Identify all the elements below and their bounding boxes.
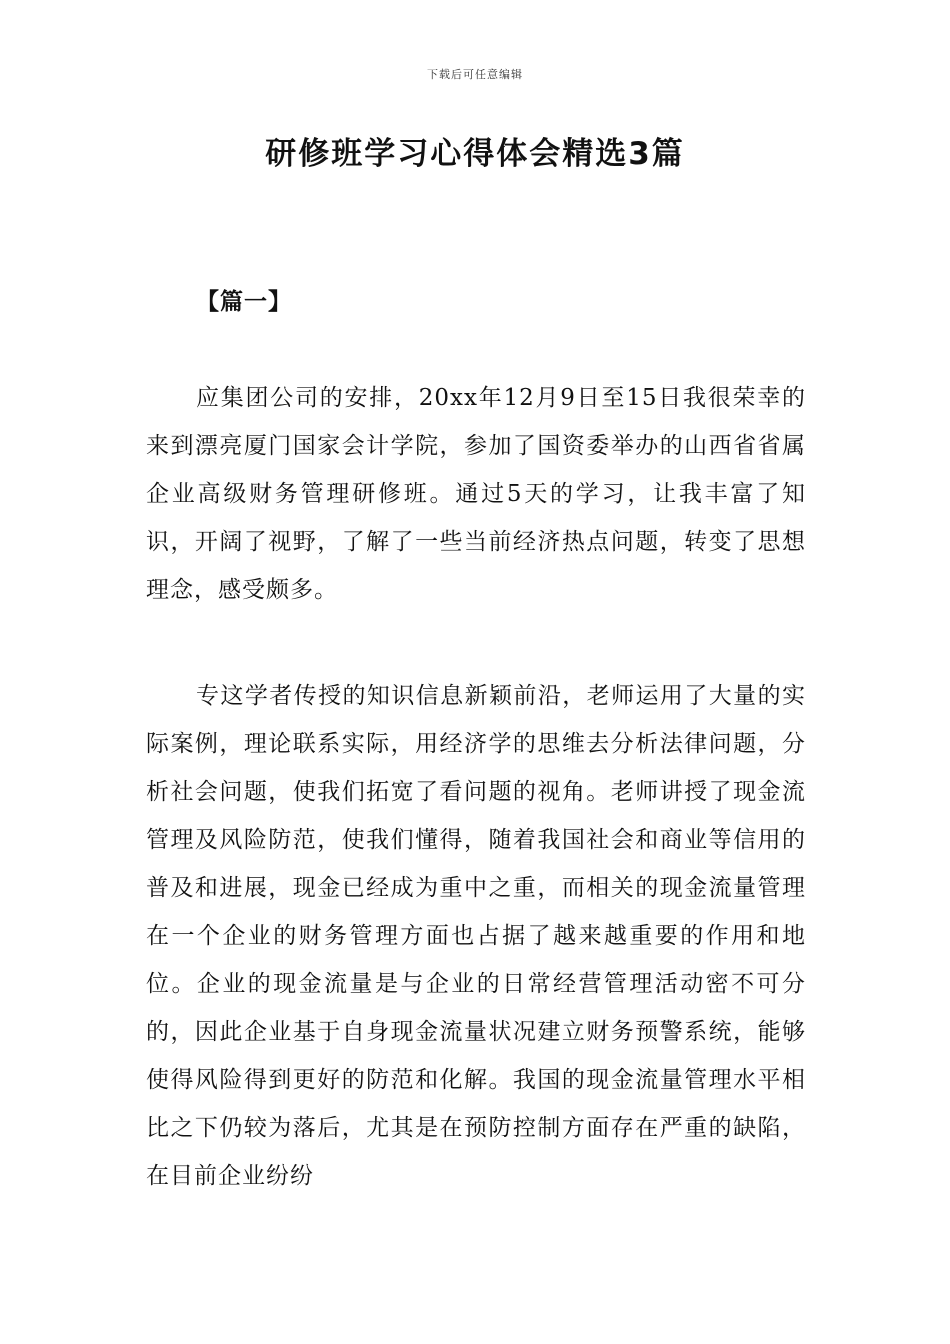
paragraph-2: 专这学者传授的知识信息新颖前沿，老师运用了大量的实际案例，理论联系实际，用经济学的思维去分析法律问题，分析社会问题，使我们拓宽了看问题的视角。老师讲授了现金流管理及风险防范，使我们懂得，随着我国社会和商业等信用的普及和进展，现金已经成为重中之重，而相关的现金流量管理在一个企业的财务管理方面也占据了越来越重要的作用和地位。企业的现金流量是与企业的日常经营管理活动密不可分的，因此企业基于自身现金流量状况建立财务预警系统，能够使得风险得到更好的防范和化解。我国的现金流量管理水平相比之下仍较为落后，尤其是在预防控制方面存在严重的缺陷，在目前企业纷纷 (146, 683, 806, 1189)
document-title: 研修班学习心得体会精选3篇 (265, 136, 685, 172)
header-note: 下载后可任意编辑 (427, 68, 523, 81)
paragraph-1: 应集团公司的安排，20xx年12月9日至15日我很荣幸的来到漂亮厦门国家会计学院，参加了国资委举办的山西省省属企业高级财务管理研修班。通过5天的学习，让我丰富了知识，开阔了视野，了解了一些当前经济热点问题，转变了思想理念，感受颇多。 (146, 385, 806, 603)
section-label: 【篇一】 (196, 288, 292, 315)
